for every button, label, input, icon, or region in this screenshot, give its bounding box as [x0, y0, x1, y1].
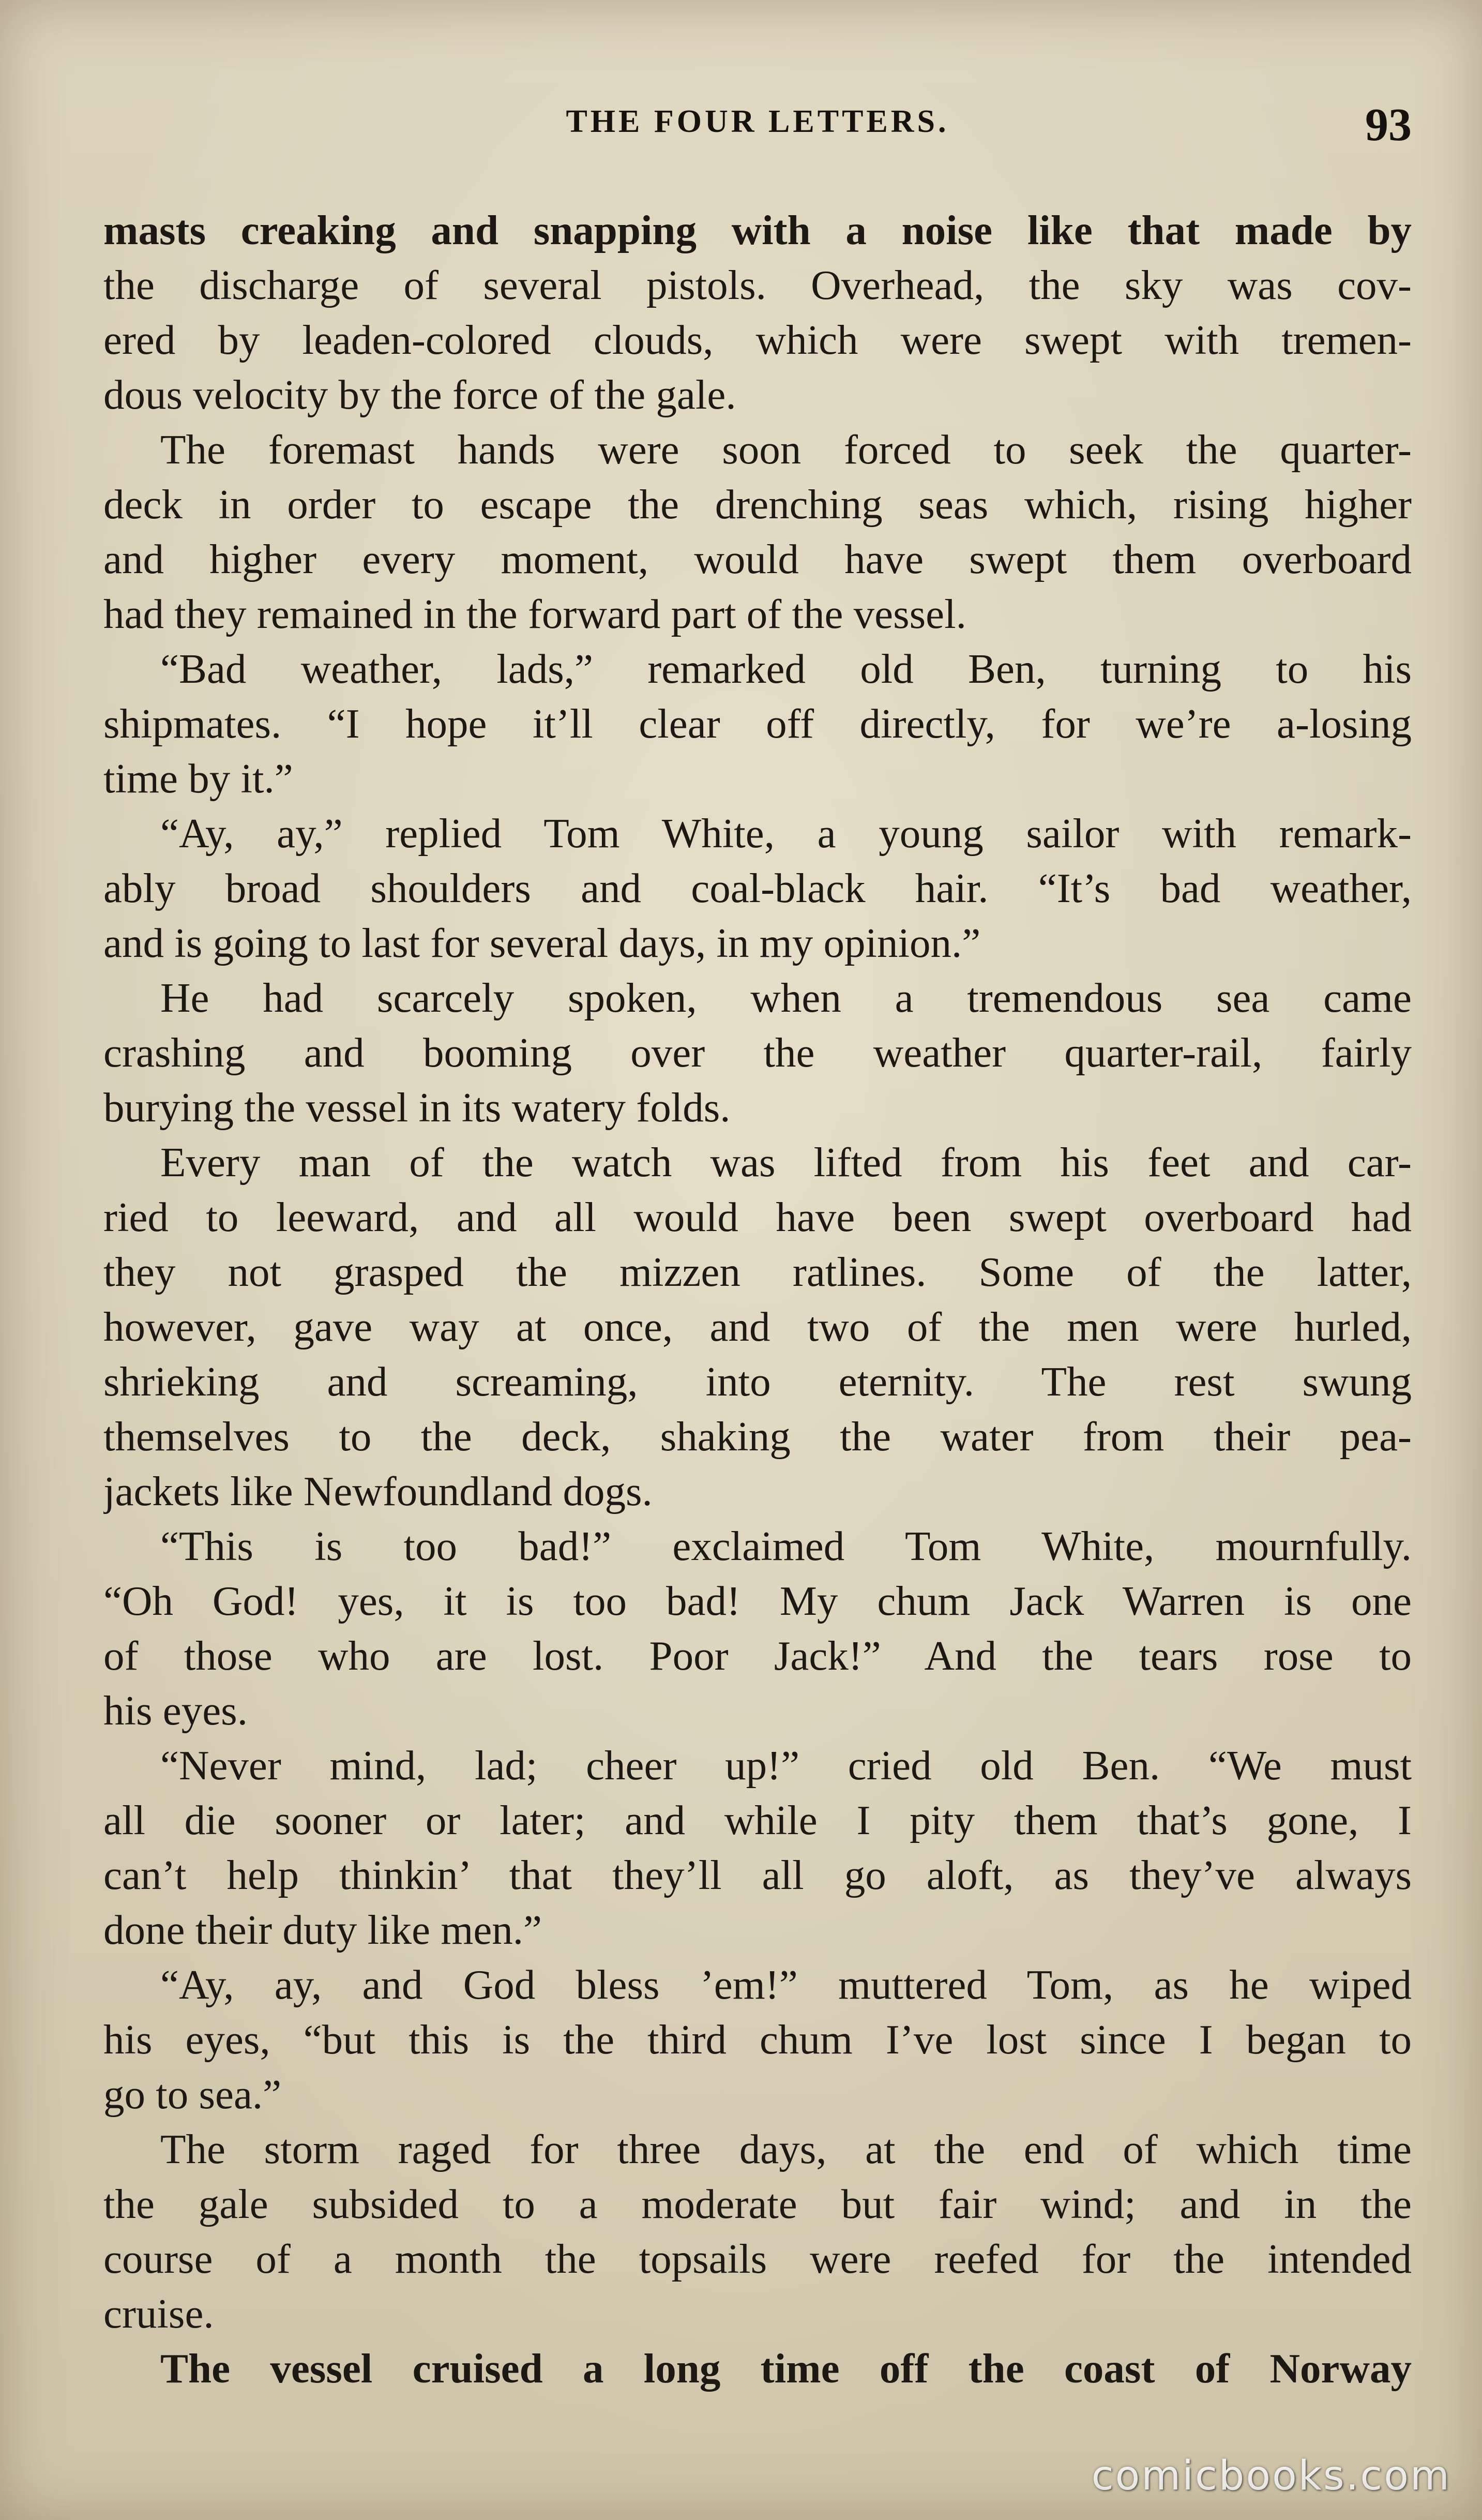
- text-line: “Oh God! yes, it is too bad! My chum Jack Warren is one: [103, 1578, 1412, 1624]
- text-line: and is going to last for several days, in my opinion.”: [103, 920, 981, 966]
- watermark: comicbooks.com: [1091, 2453, 1451, 2499]
- text-line: “This is too bad!” exclaimed Tom White, mournfully.: [160, 1523, 1412, 1569]
- text-line: crashing and booming over the weather quarter-rail, fairly: [103, 1029, 1412, 1076]
- text-line: deck in order to escape the drenching seas which, rising higher: [103, 481, 1412, 528]
- text-line: however, gave way at once, and two of the men were hurled,: [103, 1303, 1412, 1350]
- text-line: course of a month the topsails were reefed for the intended: [103, 2236, 1412, 2282]
- text-line: “Ay, ay, and God bless ’em!” muttered Tom, as he wiped: [160, 1961, 1412, 2008]
- text-line: had they remained in the forward part of the vessel.: [103, 591, 966, 637]
- text-line: his eyes, “but this is the third chum I’ve lost since I began to: [103, 2016, 1412, 2063]
- page-number: 93: [1365, 99, 1412, 151]
- text-line: done their duty like men.”: [103, 1907, 542, 1953]
- text-line: ered by leaden-colored clouds, which were swept with tremen-: [103, 317, 1412, 363]
- page-header: [103, 98, 1412, 155]
- text-line: “Ay, ay,” replied Tom White, a young sailor with remark-: [160, 810, 1412, 857]
- text-line: The storm raged for three days, at the end of which time: [160, 2126, 1412, 2172]
- text-line: go to sea.”: [103, 2071, 282, 2118]
- text-line: themselves to the deck, shaking the water from their pea-: [103, 1413, 1412, 1460]
- text-line: and higher every moment, would have swept them overboard: [103, 536, 1412, 582]
- text-line: burying the vessel in its watery folds.: [103, 1084, 731, 1131]
- text-line: dous velocity by the force of the gale.: [103, 371, 736, 418]
- text-line: the discharge of several pistols. Overhead, the sky was cov-: [103, 262, 1412, 308]
- text-line: ably broad shoulders and coal-black hair. “It’s bad weather,: [103, 865, 1412, 911]
- text-line: the gale subsided to a moderate but fair wind; and in the: [103, 2181, 1412, 2227]
- text-line: He had scarcely spoken, when a tremendous sea came: [160, 974, 1412, 1021]
- text-line: Every man of the watch was lifted from his feet and car-: [160, 1139, 1412, 1186]
- text-line: jackets like Newfoundland dogs.: [103, 1468, 653, 1514]
- text-line: shrieking and screaming, into eternity. The rest swung: [103, 1358, 1412, 1405]
- text-line: time by it.”: [103, 755, 293, 802]
- text-line: cruise.: [103, 2290, 214, 2337]
- text-line: masts creaking and snapping with a noise like that made by: [103, 207, 1412, 253]
- body-text: [103, 203, 1412, 2396]
- text-line: of those who are lost. Poor Jack!” And the tears rose to: [103, 1632, 1412, 1679]
- running-head: THE FOUR LETTERS.: [566, 104, 949, 139]
- text-line: all die sooner or later; and while I pity them that’s gone, I: [103, 1797, 1412, 1843]
- text-line: The foremast hands were soon forced to seek the quarter-: [160, 426, 1412, 473]
- text-line: “Never mind, lad; cheer up!” cried old Ben. “We must: [160, 1742, 1412, 1789]
- text-line: can’t help thinkin’ that they’ll all go aloft, as they’ve always: [103, 1852, 1412, 1898]
- text-line: his eyes.: [103, 1687, 248, 1734]
- text-line: they not grasped the mizzen ratlines. Some of the latter,: [103, 1249, 1412, 1295]
- text-line: shipmates. “I hope it’ll clear off directly, for we’re a-losing: [103, 700, 1412, 747]
- text-line: “Bad weather, lads,” remarked old Ben, turning to his: [160, 646, 1412, 692]
- text-line: ried to leeward, and all would have been swept overboard had: [103, 1194, 1412, 1240]
- text-line: The vessel cruised a long time off the coast of Norway: [160, 2345, 1412, 2392]
